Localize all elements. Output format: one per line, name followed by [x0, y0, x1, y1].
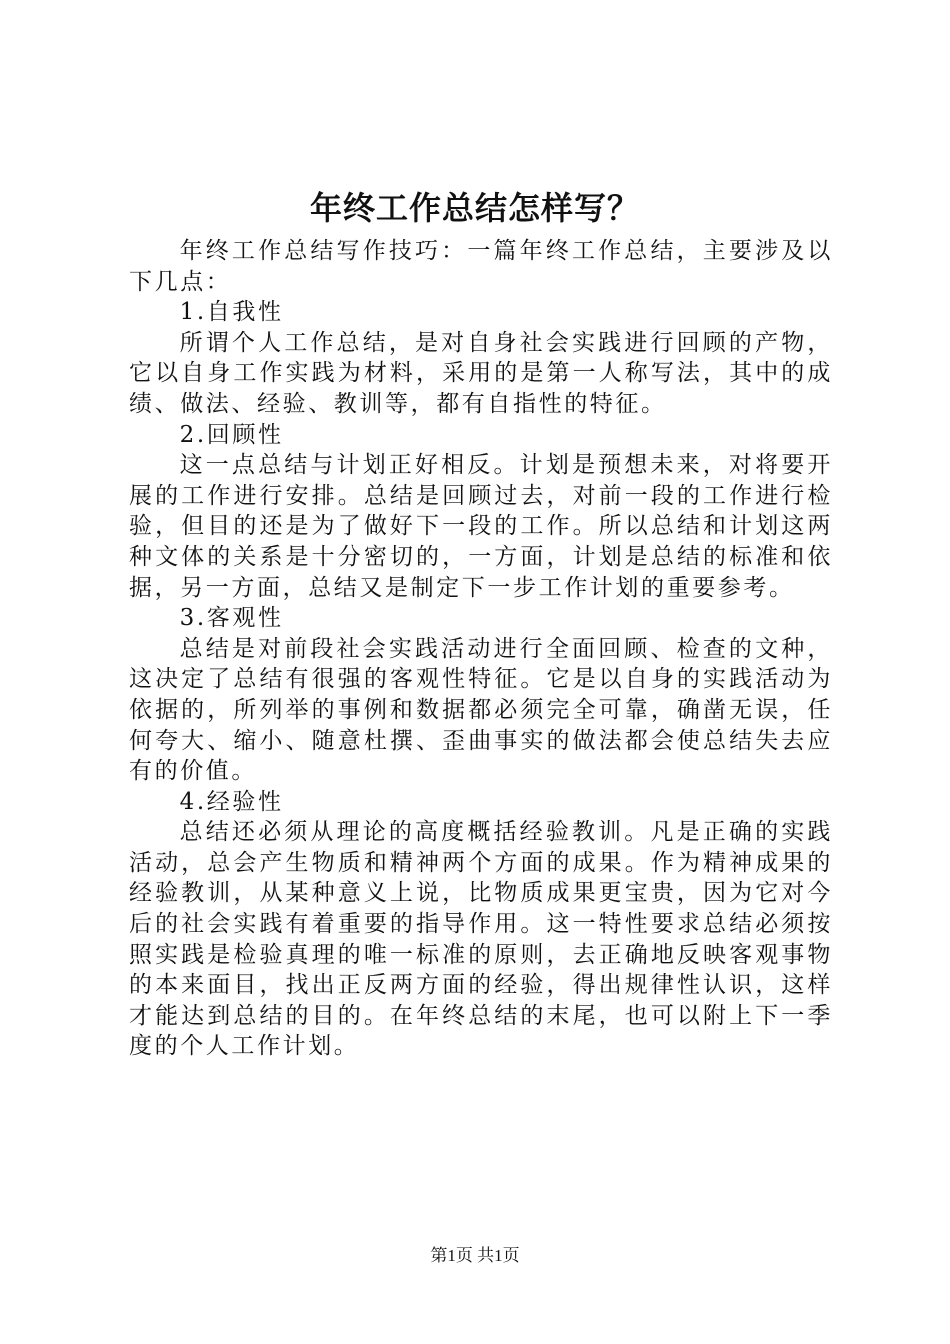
section-heading-1: 1.自我性 — [179, 299, 284, 326]
document-body — [129, 236, 833, 1062]
intro-paragraph: 年终工作总结写作技巧：一篇年终工作总结，主要涉及以下几点： — [129, 238, 833, 295]
section-paragraph-2: 这一点总结与计划正好相反。计划是预想未来，对将要开展的工作进行安排。总结是回顾过去，对前一段的工作进行检验，但目的还是为了做好下一段的工作。所以总结和计划这两种文体的关系是十分密切的，一方面，计划是总结的标准和依据，另一方面，总结又是制定下一步工作计划的重要参考。 — [129, 452, 833, 601]
section-paragraph-3: 总结是对前段社会实践活动进行全面回顾、检查的文种，这决定了总结有很强的客观性特征。它是以自身的实践活动为依据的，所列举的事例和数据都必须完全可靠，确凿无误，任何夸大、缩小、随意杜撰、歪曲事实的做法都会使总结失去应有的价值。 — [129, 635, 833, 785]
section-heading-2: 2.回顾性 — [179, 421, 284, 448]
section-paragraph-4: 总结还必须从理论的高度概括经验教训。凡是正确的实践活动，总会产生物质和精神两个方面的成果。作为精神成果的经验教训，从某种意义上说，比物质成果更宝贵，因为它对今后的社会实践有着重要的指导作用。这一特性要求总结必须按照实践是检验真理的唯一标准的原则，去正确地反映客观事物的本来面目，找出正反两方面的经验，得出规律性认识，这样才能达到总结的目的。在年终总结的末尾，也可以附上下一季度的个人工作计划。 — [129, 819, 833, 1060]
section-heading-4: 4.经验性 — [179, 788, 284, 815]
page-number-footer: 第1页 共1页 — [430, 1246, 520, 1265]
section-paragraph-1: 所谓个人工作总结，是对自身社会实践进行回顾的产物，它以自身工作实践为材料，采用的是第一人称写法，其中的成绩、做法、经验、教训等，都有自指性的特征。 — [129, 329, 833, 417]
document-title: 年终工作总结怎样写？ — [309, 189, 640, 227]
section-heading-3: 3.客观性 — [179, 605, 284, 632]
